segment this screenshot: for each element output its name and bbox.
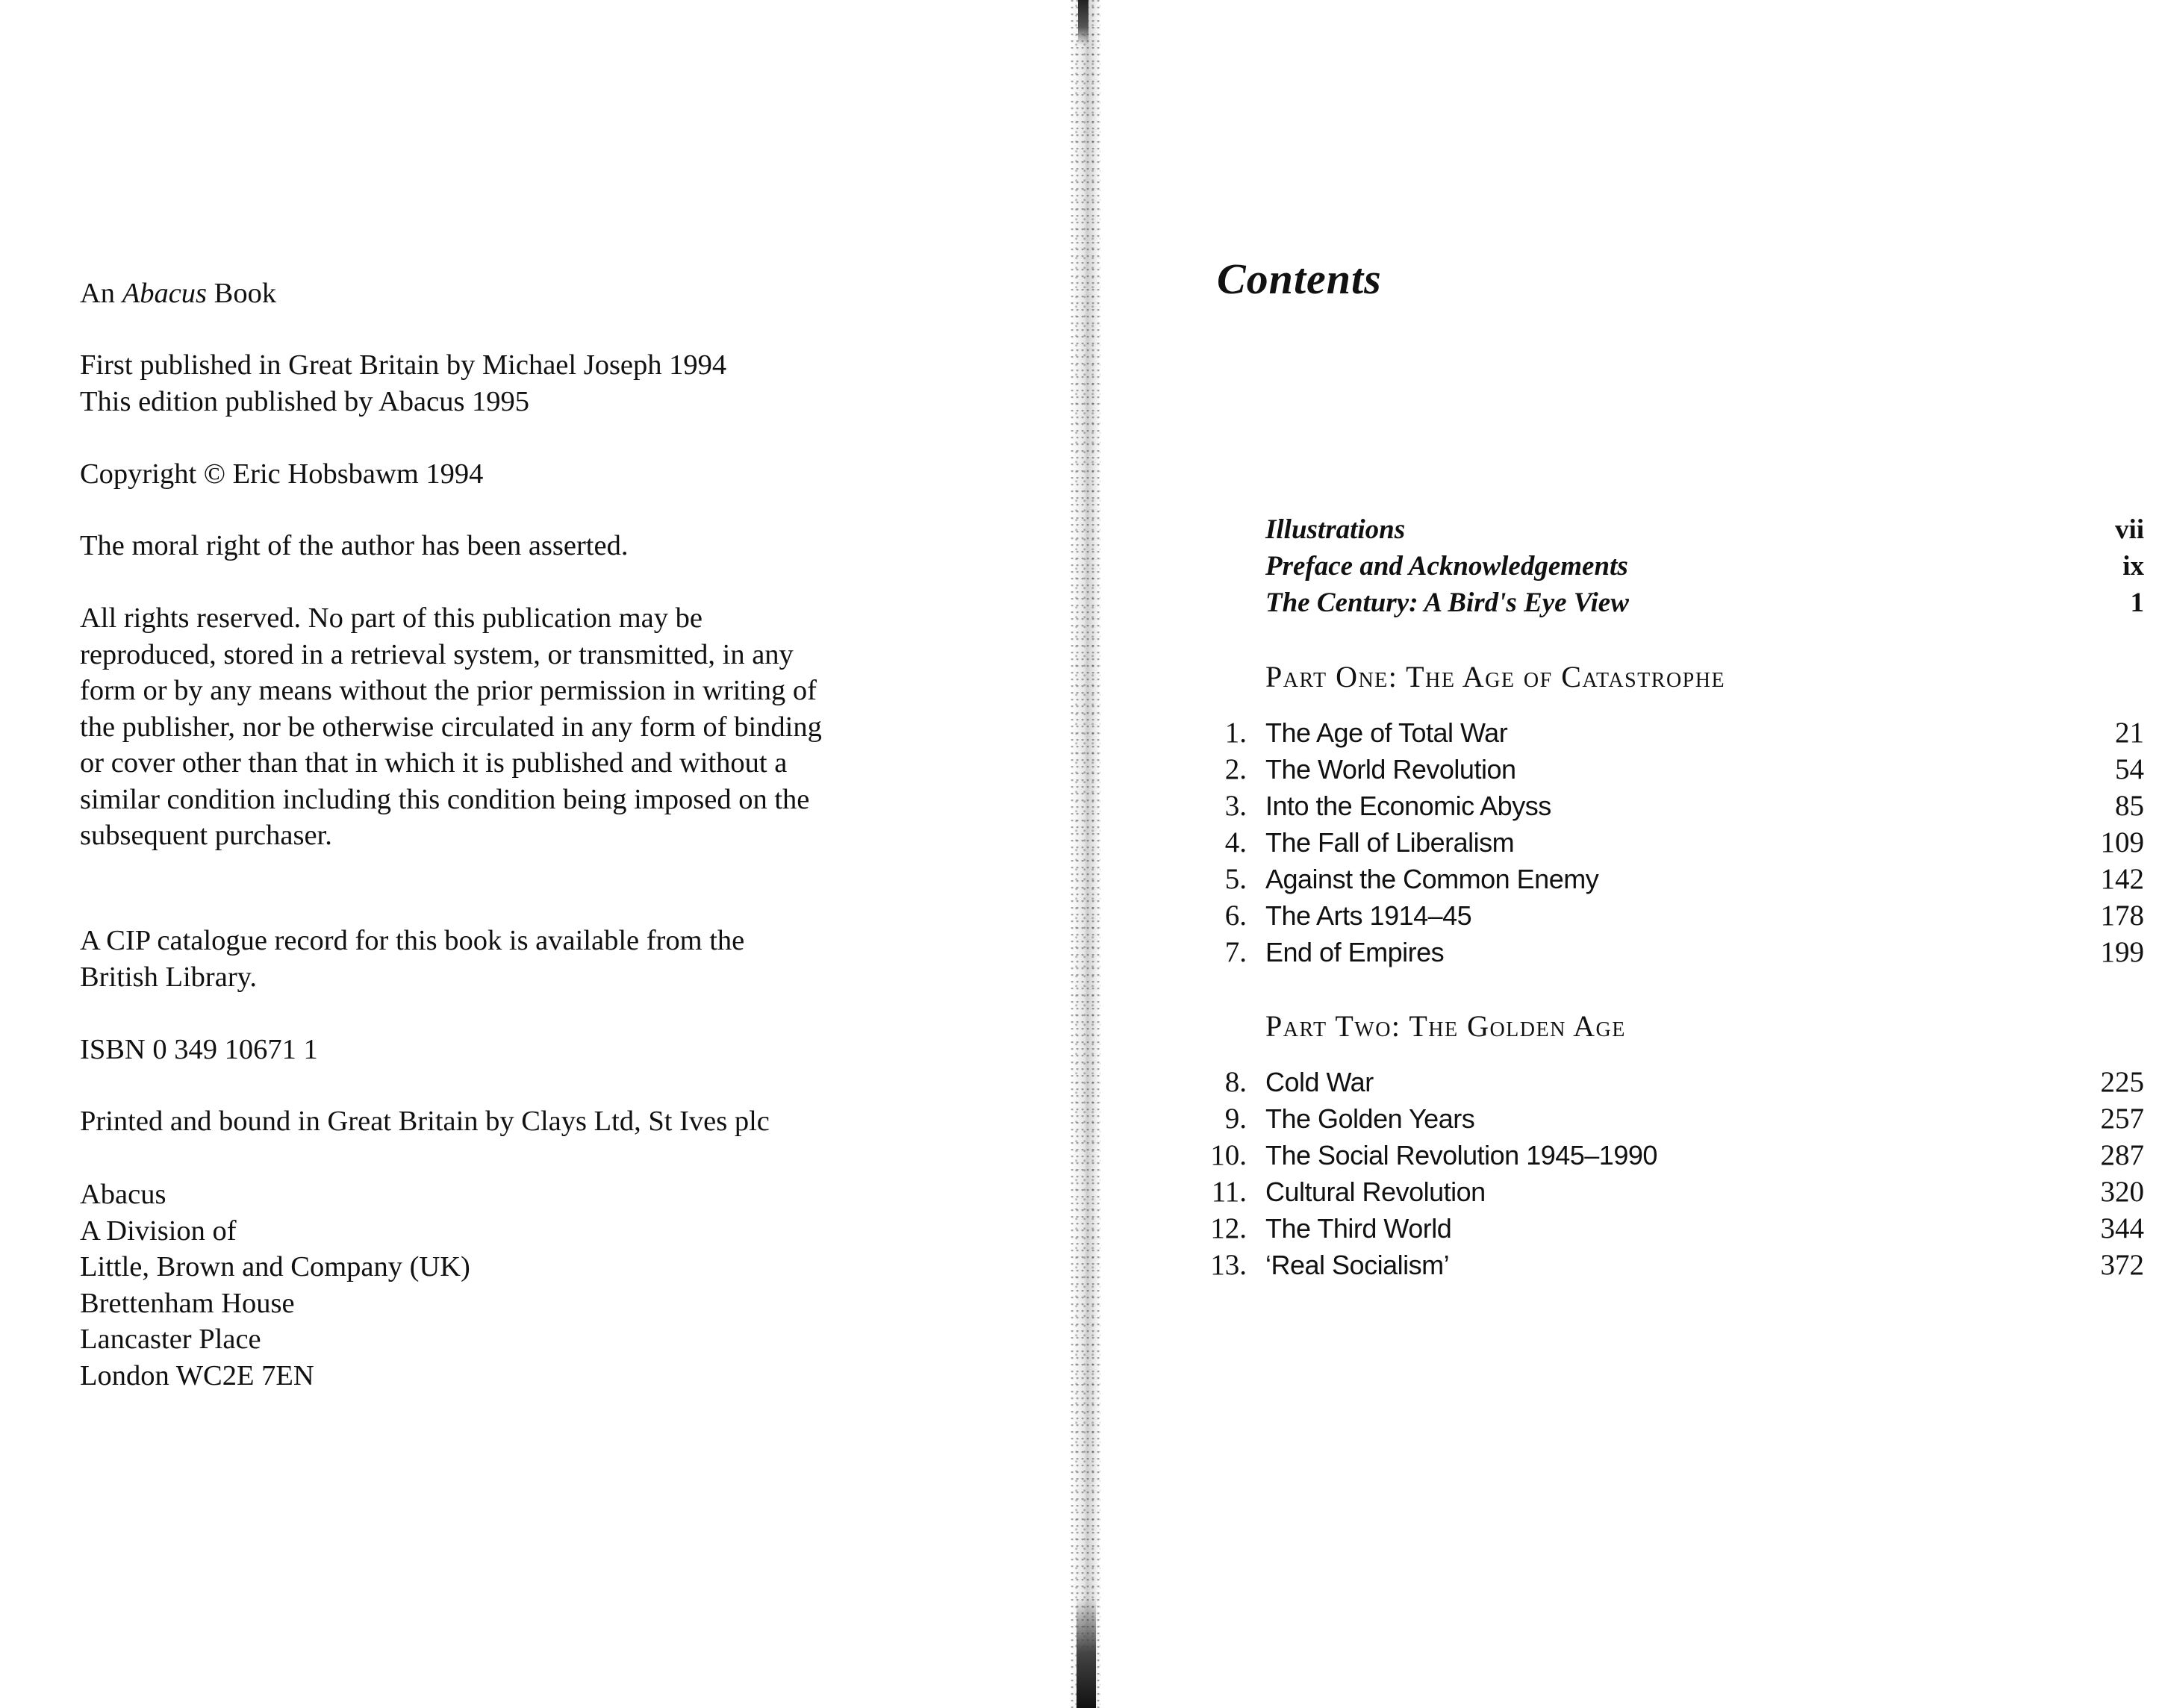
toc-entry-page: ix [2122,551,2144,582]
publisher-address [80,1176,470,1394]
copyright-notice: Copyright © Eric Hobsbawm 1994 [80,458,484,490]
moral-right-notice: The moral right of the author has been asserted. [80,530,629,561]
toc-entry-title: The Century: A Bird's Eye View [1265,587,1629,618]
publication-line: This edition published by Abacus 1995 [80,385,530,417]
toc-chapter-number: 3. [1224,790,1247,822]
toc-chapter-entry[interactable] [1202,1247,2144,1283]
cip-notice [80,923,744,995]
imprint-suffix: Book [207,278,277,309]
toc-entry-title: The Third World [1265,1213,1452,1244]
gutter-shadow-top [1078,0,1088,45]
toc-chapter-number: 4. [1224,826,1247,858]
rights-line: subsequent purchaser. [80,820,332,851]
toc-front-entry[interactable] [1202,549,2144,585]
toc-entry-page: 287 [2100,1139,2144,1171]
toc-entry-page: 1 [2130,587,2144,618]
toc-chapter-entry[interactable] [1202,1174,2144,1210]
toc-chapter-number: 7. [1224,936,1247,968]
toc-entry-title: Preface and Acknowledgements [1265,551,1628,582]
toc-entry-title: Cultural Revolution [1265,1176,1486,1207]
toc-entry-title: The Arts 1914–45 [1265,900,1472,931]
address-line: London WC2E 7EN [80,1359,314,1391]
toc-entry-title: The Social Revolution 1945–1990 [1265,1140,1657,1171]
toc-front-entry[interactable] [1202,585,2144,621]
toc-chapter-entry[interactable] [1202,861,2144,897]
gutter-shadow-bottom [1077,1598,1096,1708]
toc-entry-title: ‘Real Socialism’ [1265,1250,1450,1280]
toc-entry-title: The Age of Total War [1265,717,1508,748]
cip-line: A CIP catalogue record for this book is available from the [80,925,745,956]
toc-chapter-entry[interactable] [1202,1065,2144,1100]
toc-chapter-entry[interactable] [1202,1138,2144,1174]
toc-entry-title: Against the Common Enemy [1265,864,1599,894]
toc-entry-title: Cold War [1265,1067,1374,1097]
address-line: A Division of [80,1215,237,1247]
imprint-prefix: An [80,278,122,309]
address-line: Abacus [80,1179,166,1210]
publication-line: First published in Great Britain by Michael Joseph 1994 [80,349,727,381]
cip-line: British Library. [80,961,258,993]
toc-entry-title: End of Empires [1265,937,1445,967]
rights-line: similar condition including this condition being imposed on the [80,783,810,815]
toc-chapter-number: 9. [1224,1103,1247,1135]
toc-front-entry[interactable] [1202,512,2144,548]
part-heading: Part Two: The Golden Age [1265,1009,1626,1043]
contents-title: Contents [1217,255,1382,303]
rights-line: or cover other than that in which it is published and without a [80,747,788,779]
toc-entry-page: 372 [2100,1249,2144,1281]
toc-chapter-entry[interactable] [1202,715,2144,751]
publication-history [80,347,726,420]
imprint-line [80,275,276,312]
toc-chapter-number: 12. [1210,1212,1247,1244]
toc-entry-page: 257 [2100,1103,2144,1135]
toc-chapter-number: 11. [1211,1176,1247,1208]
contents-page [1105,0,2165,1708]
toc-chapter-entry[interactable] [1202,1101,2144,1137]
toc-entry-page: vii [2114,514,2144,545]
copyright-page [0,0,1068,1708]
toc-chapter-entry[interactable] [1202,825,2144,861]
toc-entry-page: 85 [2115,790,2144,822]
toc-chapter-number: 5. [1224,863,1247,895]
toc-chapter-entry[interactable] [1202,935,2144,970]
address-line: Little, Brown and Company (UK) [80,1251,470,1282]
toc-entry-page: 54 [2115,753,2144,785]
toc-chapter-number: 10. [1210,1139,1247,1171]
rights-line: form or by any means without the prior permission in writing of [80,675,817,706]
toc-entry-title: Illustrations [1265,514,1406,545]
address-line: Lancaster Place [80,1324,261,1355]
rights-line: the publisher, nor be otherwise circulated in any form of binding [80,711,822,743]
toc-entry-title: The World Revolution [1265,754,1516,785]
address-line: Brettenham House [80,1287,295,1319]
toc-chapter-number: 13. [1210,1249,1247,1281]
toc-chapter-entry[interactable] [1202,898,2144,934]
toc-entry-page: 225 [2100,1066,2144,1098]
toc-chapter-number: 8. [1224,1066,1247,1098]
isbn: ISBN 0 349 10671 1 [80,1034,318,1065]
toc-entry-page: 178 [2100,900,2144,932]
toc-chapter-number: 2. [1224,753,1247,785]
toc-entry-page: 344 [2100,1212,2144,1244]
toc-chapter-number: 6. [1224,900,1247,932]
rights-line: reproduced, stored in a retrieval system, or transmitted, in any [80,638,794,670]
toc-entry-page: 142 [2100,863,2144,895]
book-gutter [1071,0,1100,1708]
toc-entry-page: 320 [2100,1176,2144,1208]
toc-chapter-entry[interactable] [1202,752,2144,788]
toc-entry-page: 109 [2100,826,2144,858]
imprint-name: Abacus [122,278,208,309]
toc-entry-title: The Golden Years [1265,1103,1475,1134]
toc-entry-title: Into the Economic Abyss [1265,791,1551,821]
toc-chapter-entry[interactable] [1202,788,2144,824]
toc-entry-title: The Fall of Liberalism [1265,827,1515,858]
toc-chapter-number: 1. [1224,717,1247,749]
toc-chapter-entry[interactable] [1202,1211,2144,1247]
rights-notice [80,600,822,854]
part-heading: Part One: The Age of Catastrophe [1265,660,1726,694]
printer-notice: Printed and bound in Great Britain by Clays Ltd, St Ives plc [80,1106,770,1137]
toc-entry-page: 21 [2115,717,2144,749]
rights-line: All rights reserved. No part of this publication may be [80,602,703,634]
toc-entry-page: 199 [2100,936,2144,968]
